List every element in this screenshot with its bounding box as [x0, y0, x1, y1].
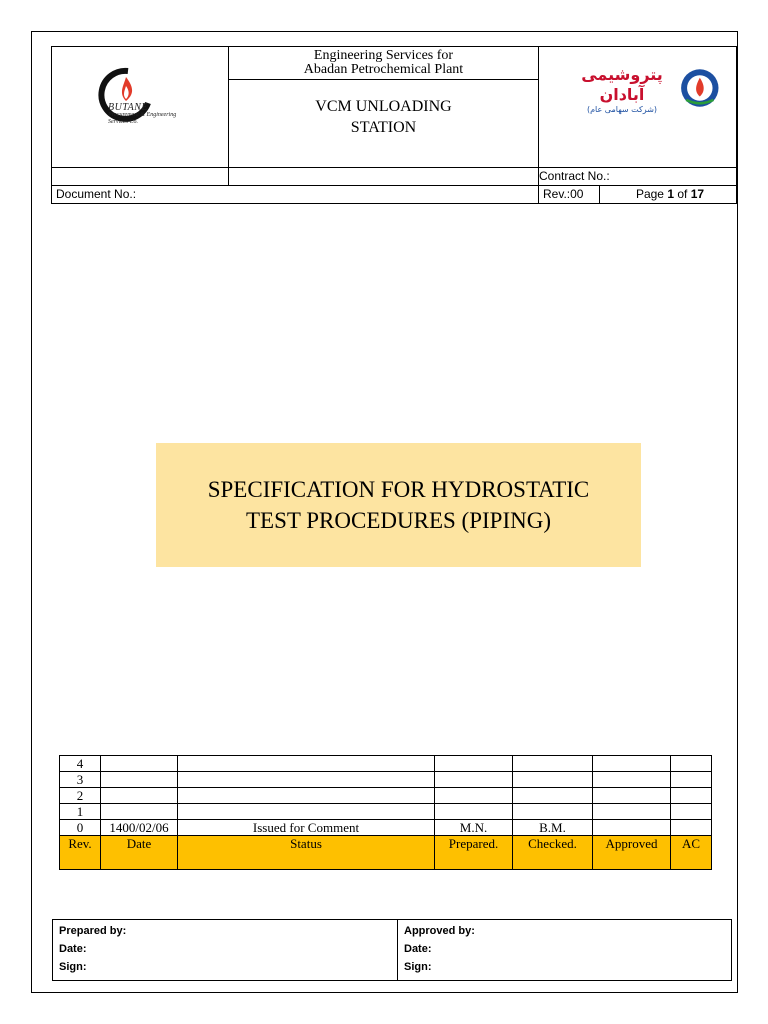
revision-cell-checked	[513, 756, 593, 772]
revision-cell-date	[101, 804, 178, 820]
revision-cell-prepared	[435, 756, 513, 772]
revision-cell-rev: 0	[60, 820, 101, 836]
revision-cell-status	[178, 788, 435, 804]
sign-block	[52, 919, 732, 981]
revision-header-row	[60, 836, 712, 870]
revision-cell-status: Issued for Comment	[178, 820, 435, 836]
revision-row	[60, 772, 712, 788]
revision-cell-approved	[593, 788, 671, 804]
revision-cell-checked	[513, 772, 593, 788]
butane-logo-text: BUTANE Procurement & Engineering Services Co.	[108, 102, 177, 125]
revision-cell-rev: 1	[60, 804, 101, 820]
station-name: VCM UNLOADING STATION	[315, 98, 452, 136]
page-number: Page 1 of 17	[600, 186, 737, 204]
revision-cell-ac	[671, 772, 712, 788]
revision-header-status: Status	[178, 836, 435, 870]
revision-cell-ac	[671, 804, 712, 820]
revision-cell-prepared	[435, 788, 513, 804]
right-logo-cell	[539, 47, 737, 168]
revision-cell-rev: 2	[60, 788, 101, 804]
revision-cell-checked	[513, 788, 593, 804]
revision-cell-approved	[593, 756, 671, 772]
revision-header-ac: AC	[671, 836, 712, 870]
approved-by-cell: Approved by: Date: Sign:	[398, 920, 732, 981]
revision-cell-ac	[671, 756, 712, 772]
revision-cell-date: 1400/02/06	[101, 820, 178, 836]
document-header	[51, 46, 737, 204]
revision-row	[60, 788, 712, 804]
revision-cell-approved	[593, 820, 671, 836]
revision-table	[59, 755, 712, 870]
document-title: SPECIFICATION FOR HYDROSTATIC TEST PROCEDURES (PIPING)	[156, 443, 641, 567]
revision-cell-status	[178, 804, 435, 820]
revision-cell-date	[101, 772, 178, 788]
abadan-logo-text: پتروشیمی آبادان (شرکت سهامی عام)	[581, 65, 663, 114]
revision-row	[60, 820, 712, 836]
document-number: Document No.:	[52, 186, 539, 204]
revision-cell-prepared	[435, 772, 513, 788]
revision-cell-checked	[513, 804, 593, 820]
revision-cell-status	[178, 772, 435, 788]
revision-cell-approved	[593, 772, 671, 788]
revision-row	[60, 804, 712, 820]
prepared-by-cell: Prepared by: Date: Sign:	[53, 920, 398, 981]
revision-header-checked: Checked.	[513, 836, 593, 870]
revision-header-prepared: Prepared.	[435, 836, 513, 870]
revision-cell-approved	[593, 804, 671, 820]
revision-cell-date	[101, 788, 178, 804]
revision-cell-prepared	[435, 804, 513, 820]
company-name: Engineering Services for Abadan Petrochemical Plant	[229, 47, 538, 80]
title-cell	[229, 47, 539, 168]
contract-number: Contract No.:	[539, 168, 737, 186]
revision-cell-ac	[671, 820, 712, 836]
revision-cell-rev: 4	[60, 756, 101, 772]
revision-cell-checked: B.M.	[513, 820, 593, 836]
revision-cell-status	[178, 756, 435, 772]
revision-cell-rev: 3	[60, 772, 101, 788]
revision-header-approved: Approved	[593, 836, 671, 870]
revision-cell-date	[101, 756, 178, 772]
revision-cell-ac	[671, 788, 712, 804]
revision-header-rev: Rev.	[60, 836, 101, 870]
revision-header-date: Date	[101, 836, 178, 870]
revision-cell-prepared: M.N.	[435, 820, 513, 836]
revision-row	[60, 756, 712, 772]
left-logo-cell	[52, 47, 229, 168]
revision-number: Rev.:00	[539, 186, 600, 204]
